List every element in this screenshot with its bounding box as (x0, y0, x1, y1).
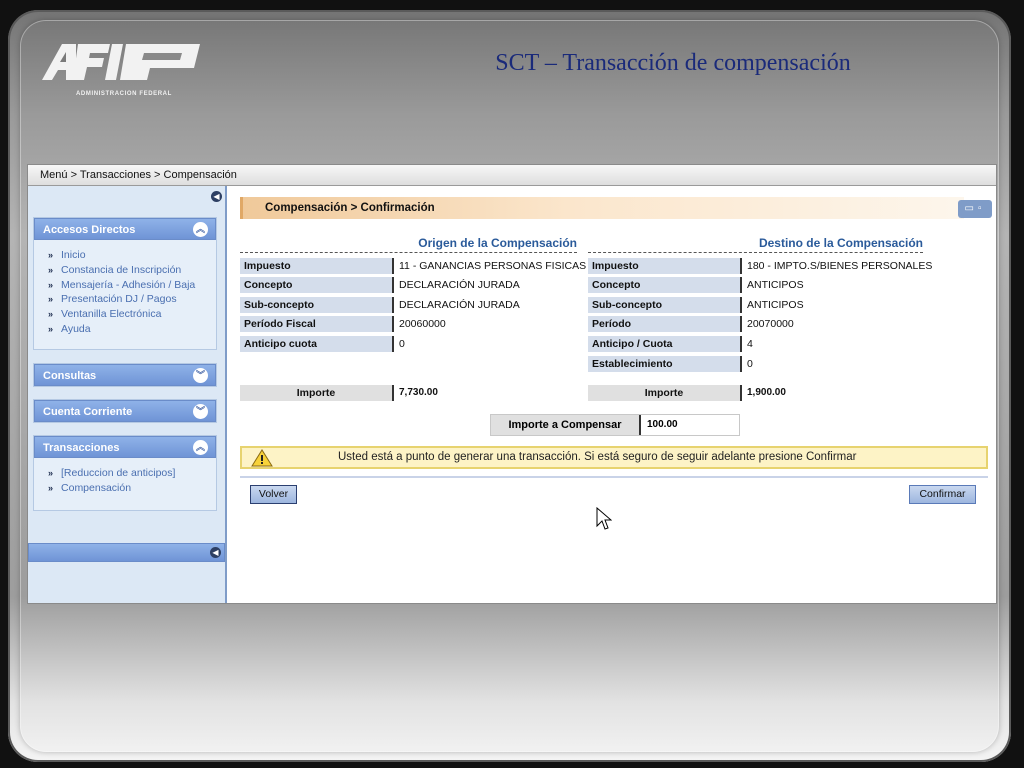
divider (240, 476, 988, 478)
panel-title: Consultas (43, 370, 97, 382)
app-window (27, 164, 997, 604)
destino-row-periodo: Período 20070000 (588, 316, 794, 332)
destino-row-importe: Importe 1,900.00 (588, 385, 786, 401)
sidebar (28, 186, 227, 603)
panel-title: Cuenta Corriente (43, 406, 133, 418)
origen-row-importe: Importe 7,730.00 (240, 385, 438, 401)
chevron-down-icon[interactable]: ︾ (193, 368, 208, 383)
origen-row-subconcepto: Sub-concepto DECLARACIÓN JURADA (240, 297, 520, 313)
panel-title: Accesos Directos (43, 224, 136, 236)
panel-header-cuenta[interactable] (34, 400, 216, 422)
sidebar-item-compensacion[interactable]: » Compensación (48, 481, 132, 494)
panel-header-accesos[interactable] (34, 218, 216, 240)
importe-compensar-field[interactable]: 100.00 (647, 419, 678, 430)
arrow-collapse-icon[interactable]: ◀ (211, 191, 222, 202)
volver-button[interactable]: Volver (250, 485, 297, 504)
origen-row-concepto: Concepto DECLARACIÓN JURADA (240, 277, 520, 293)
chevron-down-icon[interactable]: ︾ (193, 404, 208, 419)
destino-row-impuesto: Impuesto 180 - IMPTO.S/BIENES PERSONALES (588, 258, 932, 274)
destino-row-subconcepto: Sub-concepto ANTICIPOS (588, 297, 804, 313)
arrow-collapse-icon[interactable]: ◀ (210, 547, 221, 558)
panel-accesos-directos (33, 217, 217, 350)
destino-row-anticipo: Anticipo / Cuota 4 (588, 336, 753, 352)
warning-banner (240, 446, 988, 469)
chevron-up-icon[interactable]: ︽ (193, 440, 208, 455)
panel-consultas (33, 363, 217, 387)
panel-header-transacciones[interactable] (34, 436, 216, 458)
origen-row-periodo: Período Fiscal 20060000 (240, 316, 446, 332)
mouse-cursor-icon (596, 507, 612, 531)
destino-row-establecimiento: Establecimiento 0 (588, 356, 753, 372)
importe-compensar-label: Importe a Compensar (491, 415, 641, 435)
sidebar-item-mensajeria[interactable]: » Mensajería - Adhesión / Baja (48, 278, 196, 291)
panel-cuenta-corriente (33, 399, 217, 423)
sidebar-item-constancia[interactable]: » Constancia de Inscripción (48, 263, 182, 276)
section-header: Compensación > Confirmación (240, 197, 964, 219)
sidebar-item-ayuda[interactable]: » Ayuda (48, 322, 91, 335)
chevron-up-icon[interactable]: ︽ (193, 222, 208, 237)
warning-text: Usted está a punto de generar una transacción. Si está seguro de seguir adelante presione Confirmar (338, 451, 857, 463)
origen-row-impuesto: Impuesto 11 - GANANCIAS PERSONAS FISICAS (240, 258, 586, 274)
window-buttons-icon[interactable]: ▭▫ (958, 200, 992, 218)
sidebar-item-inicio[interactable]: » Inicio (48, 249, 86, 261)
confirmar-button[interactable]: Confirmar (909, 485, 976, 504)
importe-a-compensar (490, 414, 740, 436)
logo-subtitle: ADMINISTRACION FEDERAL (76, 91, 172, 97)
destino-title: Destino de la Compensación (588, 236, 923, 253)
sidebar-item-ventanilla[interactable]: » Ventanilla Electrónica (48, 308, 162, 321)
slide-title: SCT – Transacción de compensación (495, 50, 851, 76)
origen-row-anticipo: Anticipo cuota 0 (240, 336, 405, 352)
sidebar-footer-bar (28, 543, 225, 562)
sidebar-item-reduccion[interactable]: » [Reduccion de anticipos] (48, 467, 176, 479)
panel-transacciones (33, 435, 217, 511)
breadcrumb: Menú > Transacciones > Compensación (28, 165, 996, 186)
main-content (229, 186, 996, 603)
warning-icon (250, 449, 278, 468)
sidebar-item-presentacion[interactable]: » Presentación DJ / Pagos (48, 293, 177, 306)
panel-header-consultas[interactable] (34, 364, 216, 386)
destino-row-concepto: Concepto ANTICIPOS (588, 277, 804, 293)
origen-title: Origen de la Compensación (240, 236, 577, 253)
panel-title: Transacciones (43, 442, 120, 454)
